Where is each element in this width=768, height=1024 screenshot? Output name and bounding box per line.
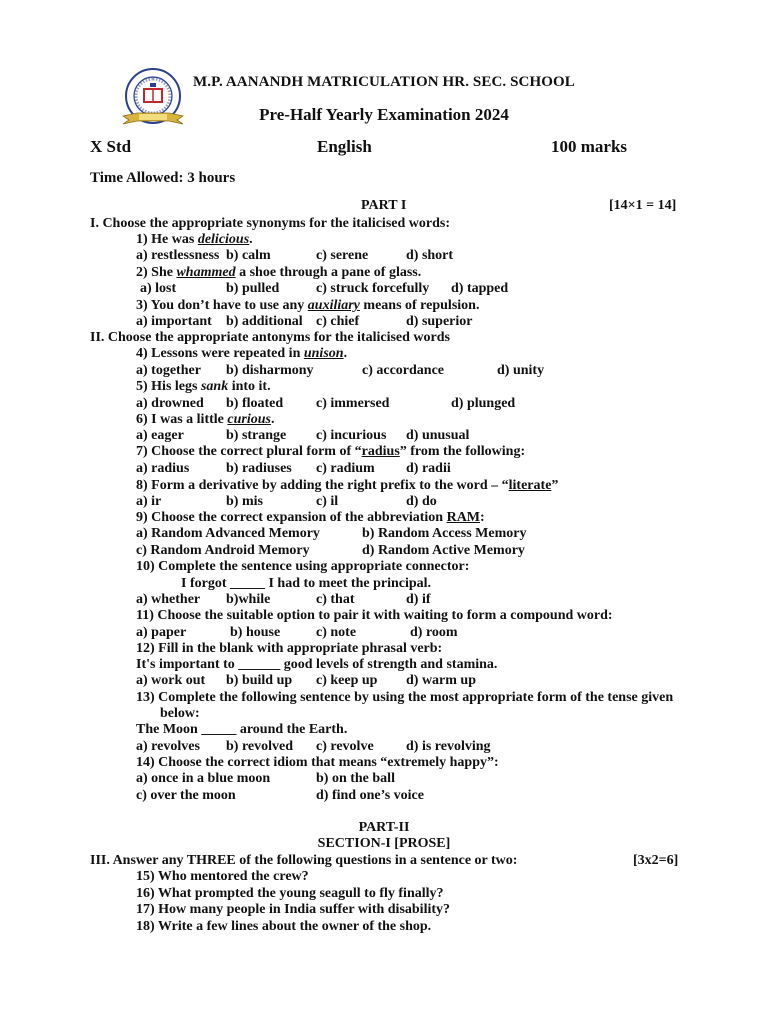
- option: d) superior: [406, 314, 473, 329]
- question-6: 6) I was a little curious.: [136, 412, 275, 427]
- option: b) Random Access Memory: [362, 526, 527, 541]
- option: c) serene: [316, 248, 369, 263]
- option: b) calm: [226, 248, 271, 263]
- question-2: 2) She whammed a shoe through a pane of glass.: [136, 265, 422, 280]
- option: d) warm up: [406, 673, 477, 688]
- option: d) short: [406, 248, 454, 263]
- option: a) important: [136, 314, 212, 329]
- option: c) note: [316, 625, 357, 640]
- option: a) Random Advanced Memory: [136, 526, 320, 541]
- exam-title: Pre-Half Yearly Examination 2024: [259, 105, 509, 124]
- option: d) room: [410, 625, 458, 640]
- option: c) accordance: [362, 363, 445, 378]
- question-1: 1) He was delicious.: [136, 232, 253, 247]
- question-8: 8) Form a derivative by adding the right prefix to the word – “literate”: [136, 478, 559, 493]
- option: d) if: [406, 592, 431, 607]
- option: d) is revolving: [406, 739, 491, 754]
- section3-heading: III. Answer any THREE of the following questions in a sentence or two:: [90, 853, 518, 868]
- option: d) unusual: [406, 428, 470, 443]
- part1-title: PART I: [361, 198, 407, 213]
- standard-label: X Std: [90, 137, 132, 156]
- section2-heading: II. Choose the appropriate antonyms for the italicised words: [90, 330, 450, 345]
- option: c) keep up: [316, 673, 378, 688]
- option: d) tapped: [451, 281, 509, 296]
- question-9: 9) Choose the correct expansion of the abbreviation RAM:: [136, 510, 485, 525]
- option: a) work out: [136, 673, 206, 688]
- option: a) eager: [136, 428, 184, 443]
- option: b)while: [226, 592, 271, 607]
- option: d) Random Active Memory: [362, 543, 525, 558]
- question-11: 11) Choose the suitable option to pair it with waiting to form a compound word:: [136, 608, 613, 623]
- question-7: 7) Choose the correct plural form of “radius” from the following:: [136, 444, 526, 459]
- option: c) struck forcefully: [316, 281, 430, 296]
- option: c) revolve: [316, 739, 374, 754]
- question-13: 13) Complete the following sentence by using the most appropriate form of the tense given: [136, 690, 674, 705]
- option: b) disharmony: [226, 363, 314, 378]
- option: c) incurious: [316, 428, 387, 443]
- section1-heading: I. Choose the appropriate synonyms for the italicised words:: [90, 216, 450, 231]
- option: b) pulled: [226, 281, 280, 296]
- question-13-cont: below:: [160, 706, 200, 721]
- option: a) lost: [140, 281, 177, 296]
- option: b) floated: [226, 396, 284, 411]
- option: a) whether: [136, 592, 201, 607]
- option: c) il: [316, 494, 339, 509]
- question-13-sentence: The Moon _____ around the Earth.: [136, 722, 348, 737]
- option: a) together: [136, 363, 201, 378]
- question-15: 15) Who mentored the crew?: [136, 869, 309, 884]
- part2-section: SECTION-I [PROSE]: [317, 836, 451, 851]
- question-14: 14) Choose the correct idiom that means “extremely happy”:: [136, 755, 499, 770]
- option: b) strange: [226, 428, 287, 443]
- option: d) find one’s voice: [316, 788, 424, 803]
- option: a) once in a blue moon: [136, 771, 271, 786]
- option: c) radium: [316, 461, 375, 476]
- option: a) radius: [136, 461, 190, 476]
- question-10: 10) Complete the sentence using appropriate connector:: [136, 559, 470, 574]
- question-10-sentence: I forgot _____ I had to meet the principal.: [181, 576, 432, 591]
- part2-title: PART-II: [358, 820, 410, 835]
- question-4: 4) Lessons were repeated in unison.: [136, 346, 348, 361]
- question-3: 3) You don’t have to use any auxiliary means of repulsion.: [136, 298, 480, 313]
- total-marks: 100 marks: [551, 137, 628, 156]
- option: a) revolves: [136, 739, 200, 754]
- option: b) on the ball: [316, 771, 395, 786]
- question-17: 17) How many people in India suffer with disability?: [136, 902, 451, 917]
- option: b) revolved: [226, 739, 294, 754]
- school-name: M.P. AANANDH MATRICULATION HR. SEC. SCHOOL: [193, 74, 575, 90]
- option: b) build up: [226, 673, 293, 688]
- subject-label: English: [317, 137, 372, 156]
- question-5: 5) His legs sank into it.: [136, 379, 271, 394]
- option: d) plunged: [451, 396, 516, 411]
- option: c) chief: [316, 314, 360, 329]
- part1-marks: [14×1 = 14]: [609, 198, 677, 213]
- part2-marks: [3x2=6]: [633, 853, 679, 868]
- option: d) unity: [497, 363, 545, 378]
- option: c) over the moon: [136, 788, 236, 803]
- option: a) ir: [136, 494, 162, 509]
- option: d) radii: [406, 461, 451, 476]
- question-12-sentence: It's important to ______ good levels of strength and stamina.: [136, 657, 498, 672]
- option: a) paper: [136, 625, 187, 640]
- option: b) mis: [226, 494, 263, 509]
- option: b) radiuses: [226, 461, 292, 476]
- time-allowed: Time Allowed: 3 hours: [90, 170, 236, 186]
- option: d) do: [406, 494, 437, 509]
- option: c) immersed: [316, 396, 390, 411]
- option: c) that: [316, 592, 355, 607]
- option: b) additional: [226, 314, 303, 329]
- option: a) restlessness: [136, 248, 220, 263]
- question-18: 18) Write a few lines about the owner of the shop.: [136, 919, 432, 934]
- question-12: 12) Fill in the blank with appropriate phrasal verb:: [136, 641, 443, 656]
- option: b) house: [230, 625, 281, 640]
- option: c) Random Android Memory: [136, 543, 310, 558]
- question-16: 16) What prompted the young seagull to fly finally?: [136, 886, 444, 901]
- option: a) drowned: [136, 396, 204, 411]
